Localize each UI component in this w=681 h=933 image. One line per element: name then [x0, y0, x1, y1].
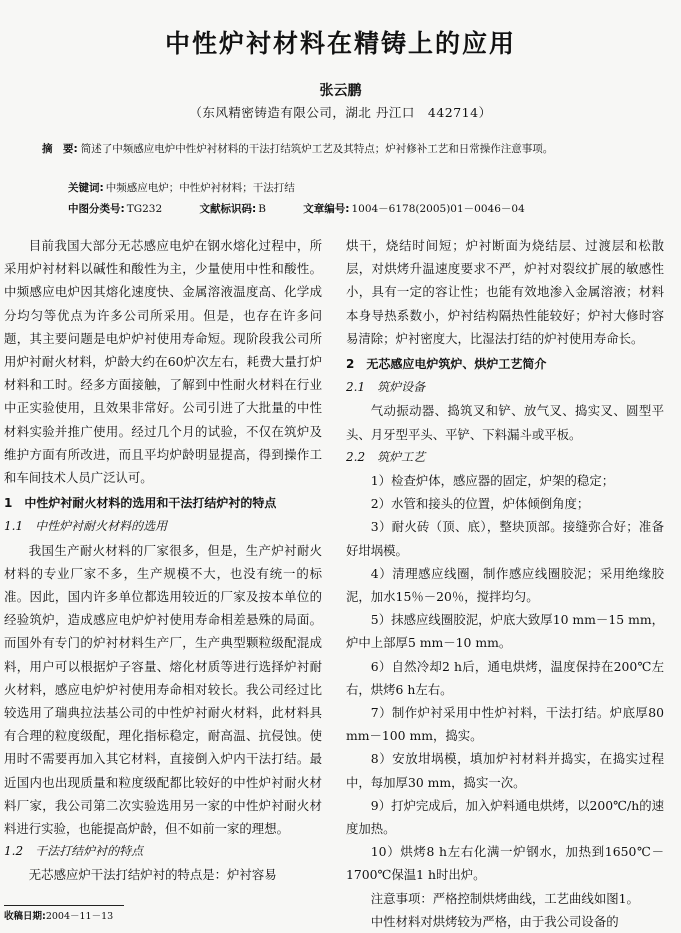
doc-code-label: 文献标识码:: [199, 203, 257, 215]
clc-value: TG232: [126, 203, 163, 215]
subsection-heading-1-1: 1.1 中性炉衬耐火材料的选用: [4, 519, 168, 534]
classification-info: [68, 201, 525, 216]
section-heading-2: 2 无芯感应电炉筑炉、烘炉工艺简介: [346, 357, 547, 372]
step-7: 7）制作炉衬采用中性炉衬料，干法打结。炉底厚80 mm－100 mm，捣实。: [346, 705, 664, 744]
step-1: 1）检查炉体，感应器的固定，炉架的稳定；: [370, 473, 615, 489]
keywords-text: 中频感应电炉；中性炉衬材料；干法打结: [105, 182, 295, 194]
notes-paragraph: 注意事项：严格控制烘烤曲线，工艺曲线如图1。: [370, 890, 639, 906]
abstract-label: 摘 要:: [42, 143, 78, 155]
keywords: [68, 180, 295, 195]
closing-paragraph: 中性材料对烘烤较为严格，由于我公司设备的: [370, 913, 619, 929]
clc-label: 中图分类号:: [68, 203, 125, 215]
intro-paragraph: 目前我国大部分无芯感应电炉在钢水熔化过程中，所采用炉衬材料以碱性和酸性为主，少量使用中性和酸性。中频感应电炉因其熔化速度快、金属溶液温度高、化学成分均匀等优点为许多公司所采用。但是，也存在许多问题，其主要问题是电炉炉衬使用寿命短。现阶段我公司所用炉衬耐火材料，炉龄大约在60炉次左右，耗费大量打炉材料和工时。经多方面接触，了解到中性耐火材料在行业中正实验使用，且效果非常好。公司引进了大批量的中性材料实验并推广使用。经过几个月的试验，不仅在筑炉及维护方面有所改进，而且平均炉龄明显提高，得到操作工和车间技术人员广泛认可。: [4, 238, 322, 486]
author-affiliation: （东风精密铸造有限公司，湖北 丹江口 442714）: [189, 105, 492, 120]
step-5: 5）抹感应线圈胶泥，炉底大致厚10 mm－15 mm，炉中上部厚5 mm－10 mm。: [346, 612, 664, 651]
step-2: 2）水管和接头的位置，炉体倾倒角度；: [370, 496, 590, 512]
left-column: [4, 234, 322, 887]
section-heading-1: 1 中性炉衬耐火材料的选用和干法打结炉衬的特点: [4, 496, 277, 511]
article-number-label: 文章编号:: [303, 203, 350, 215]
paragraph-1-2-continued: 烘干，烧结时间短；炉衬断面为烧结层、过渡层和松散层，对烘烤升温速度要求不严，炉衬对裂纹扩展的敏感性小，具有一定的容让性；也能有效地渗入金属溶液；材料本身导热系数小，炉衬结构隔热性能较好；炉衬大修时容易清除；炉衬密度大，比湿法打结的炉衬使用寿命长。: [346, 238, 664, 346]
doc-code-value: B: [258, 203, 266, 215]
article-number-value: 1004－6178(2005)01－0046－04: [351, 203, 525, 215]
footnote-divider: [4, 905, 124, 906]
author-name: 张云鹏: [319, 83, 362, 99]
received-date: [4, 908, 113, 922]
abstract-text: 简述了中频感应电炉中性炉衬材料的干法打结筑炉工艺及其特点；炉衬修补工艺和日常操作注意事项。: [80, 143, 554, 155]
subsection-heading-1-2: 1.2 干法打结炉衬的特点: [4, 844, 144, 859]
step-9: 9）打炉完成后，加入炉料通电烘烤，以200℃/h的速度加热。: [346, 797, 664, 837]
received-date-label: 收稿日期:: [4, 911, 46, 922]
step-8: 8）安放坩埚模，填加炉衬材料并捣实，在捣实过程中，每加厚30 mm，捣实一次。: [346, 751, 664, 790]
step-6: 6）自然冷却2 h后，通电烘烤，温度保持在200℃左右，烘烤6 h左右。: [346, 658, 664, 697]
step-10: 10）烘烤8 h左右化满一炉钢水，加热到1650℃－1700℃保温1 h时出炉。: [346, 844, 664, 883]
step-3: 3）耐火砖（顶、底），整块顶部。接缝弥合好；准备好坩埚模。: [346, 519, 664, 558]
abstract: [42, 141, 627, 158]
subsection-heading-2-1: 2.1 筑炉设备: [346, 380, 426, 395]
subsection-heading-2-2: 2.2 筑炉工艺: [346, 449, 426, 464]
step-4: 4）清理感应线圈，制作感应线圈胶泥；采用绝缘胶泥，加水15％－20％，搅拌均匀。: [346, 565, 664, 605]
paragraph-1-2: 无芯感应炉干法打结炉衬的特点是：炉衬容易: [28, 867, 277, 883]
right-column: [346, 234, 664, 933]
paragraph-1-1: 我国生产耐火材料的厂家很多，但是，生产炉衬耐火材料的专业厂家不多，生产规模不大，也没有统一的标准。因此，国内许多单位都选用较近的厂家及按本单位的经验筑炉，造成感应电炉炉衬使用寿命相差悬殊的局面。而国外有专门的炉衬材料生产厂，生产典型颗粒级配混成料，用户可以根据炉子容量、熔化材质等进行选择炉衬耐火材料，感应电炉炉衬使用寿命相对较长。我公司经过比较选用了瑞典拉法基公司的中性炉衬耐火材料，此材料具有合理的粒度级配，理化指标稳定，耐高温、抗侵蚀。使用时不需要再加入其它材料，直接倒入炉内干法打结。最近国内也出现质量和粒度级配都比较好的中性炉衬耐火材料厂家，我公司第二次实验选用另一家的中性炉衬耐火材料进行实验，也能提高炉龄，但不如前一家的理想。: [4, 542, 322, 837]
received-date-value: 2004－11－13: [45, 911, 114, 922]
equipment-list: 气动振动器、捣筑叉和铲、放气叉、捣实叉、圆型平头、月牙型平头、平铲、下料漏斗或平板。: [346, 403, 664, 442]
paper-title: 中性炉衬材料在精铸上的应用: [164, 29, 516, 58]
keywords-label: 关键词:: [68, 182, 104, 194]
